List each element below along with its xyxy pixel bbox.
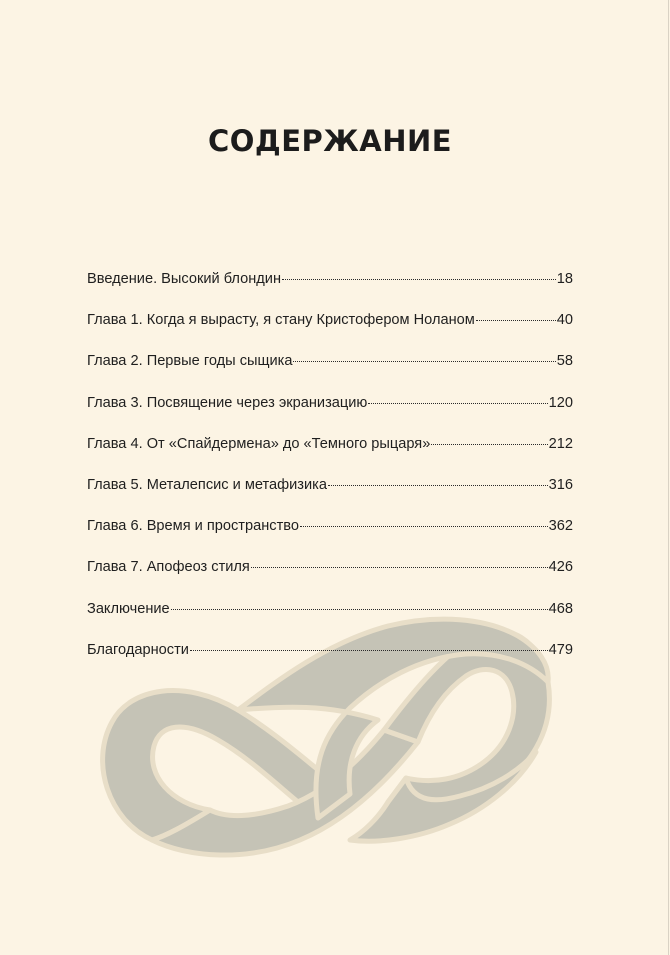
- toc-entry[interactable]: [87, 350, 573, 391]
- toc-entry-page-number: 426: [548, 559, 573, 576]
- toc-entry-page-number: 58: [556, 353, 573, 370]
- dot-leader: [282, 279, 556, 280]
- toc-entry-page-number: 212: [548, 435, 573, 452]
- toc-entry[interactable]: [87, 639, 573, 680]
- table-of-contents: [87, 268, 573, 680]
- toc-entry[interactable]: [87, 556, 573, 597]
- toc-entry[interactable]: [87, 309, 573, 350]
- dot-leader: [431, 444, 547, 445]
- toc-entry[interactable]: [87, 268, 573, 309]
- dot-leader: [368, 403, 547, 404]
- toc-entry-title: Глава 7. Апофеоз стиля: [87, 559, 250, 576]
- dot-leader: [251, 567, 548, 568]
- toc-entry[interactable]: [87, 598, 573, 639]
- toc-entry[interactable]: [87, 474, 573, 515]
- toc-entry-page-number: 468: [548, 600, 573, 617]
- toc-entry-page-number: 120: [548, 394, 573, 411]
- toc-entry-title: Глава 2. Первые годы сыщика: [87, 353, 293, 370]
- toc-entry-page-number: 362: [548, 518, 573, 535]
- toc-entry-title: Глава 4. От «Спайдермена» до «Темного рыцаря»: [87, 435, 431, 452]
- dot-leader: [190, 650, 548, 651]
- toc-entry[interactable]: [87, 392, 573, 433]
- toc-entry-page-number: 18: [556, 271, 573, 287]
- toc-entry[interactable]: [87, 515, 573, 556]
- toc-entry-title: Заключение: [87, 600, 170, 617]
- toc-entry-title: Благодарности: [87, 641, 189, 658]
- toc-entry-page-number: 479: [548, 641, 573, 658]
- toc-entry-title: Глава 5. Металепсис и метафизика: [87, 476, 327, 493]
- page-title: СОДЕРЖАНИЕ: [207, 124, 453, 158]
- toc-entry[interactable]: [87, 433, 573, 474]
- dot-leader: [171, 609, 548, 610]
- toc-entry-page-number: 40: [556, 312, 573, 329]
- dot-leader: [293, 361, 555, 362]
- dot-leader: [300, 526, 548, 527]
- toc-entry-title: Глава 1. Когда я вырасту, я стану Кристофером Ноланом: [87, 312, 475, 329]
- toc-entry-title: Введение. Высокий блондин: [87, 271, 282, 287]
- dot-leader: [476, 320, 556, 321]
- toc-entry-title: Глава 3. Посвящение через экранизацию: [87, 394, 368, 411]
- dot-leader: [328, 485, 548, 486]
- toc-entry-title: Глава 6. Время и пространство: [87, 518, 299, 535]
- toc-entry-page-number: 316: [548, 476, 573, 493]
